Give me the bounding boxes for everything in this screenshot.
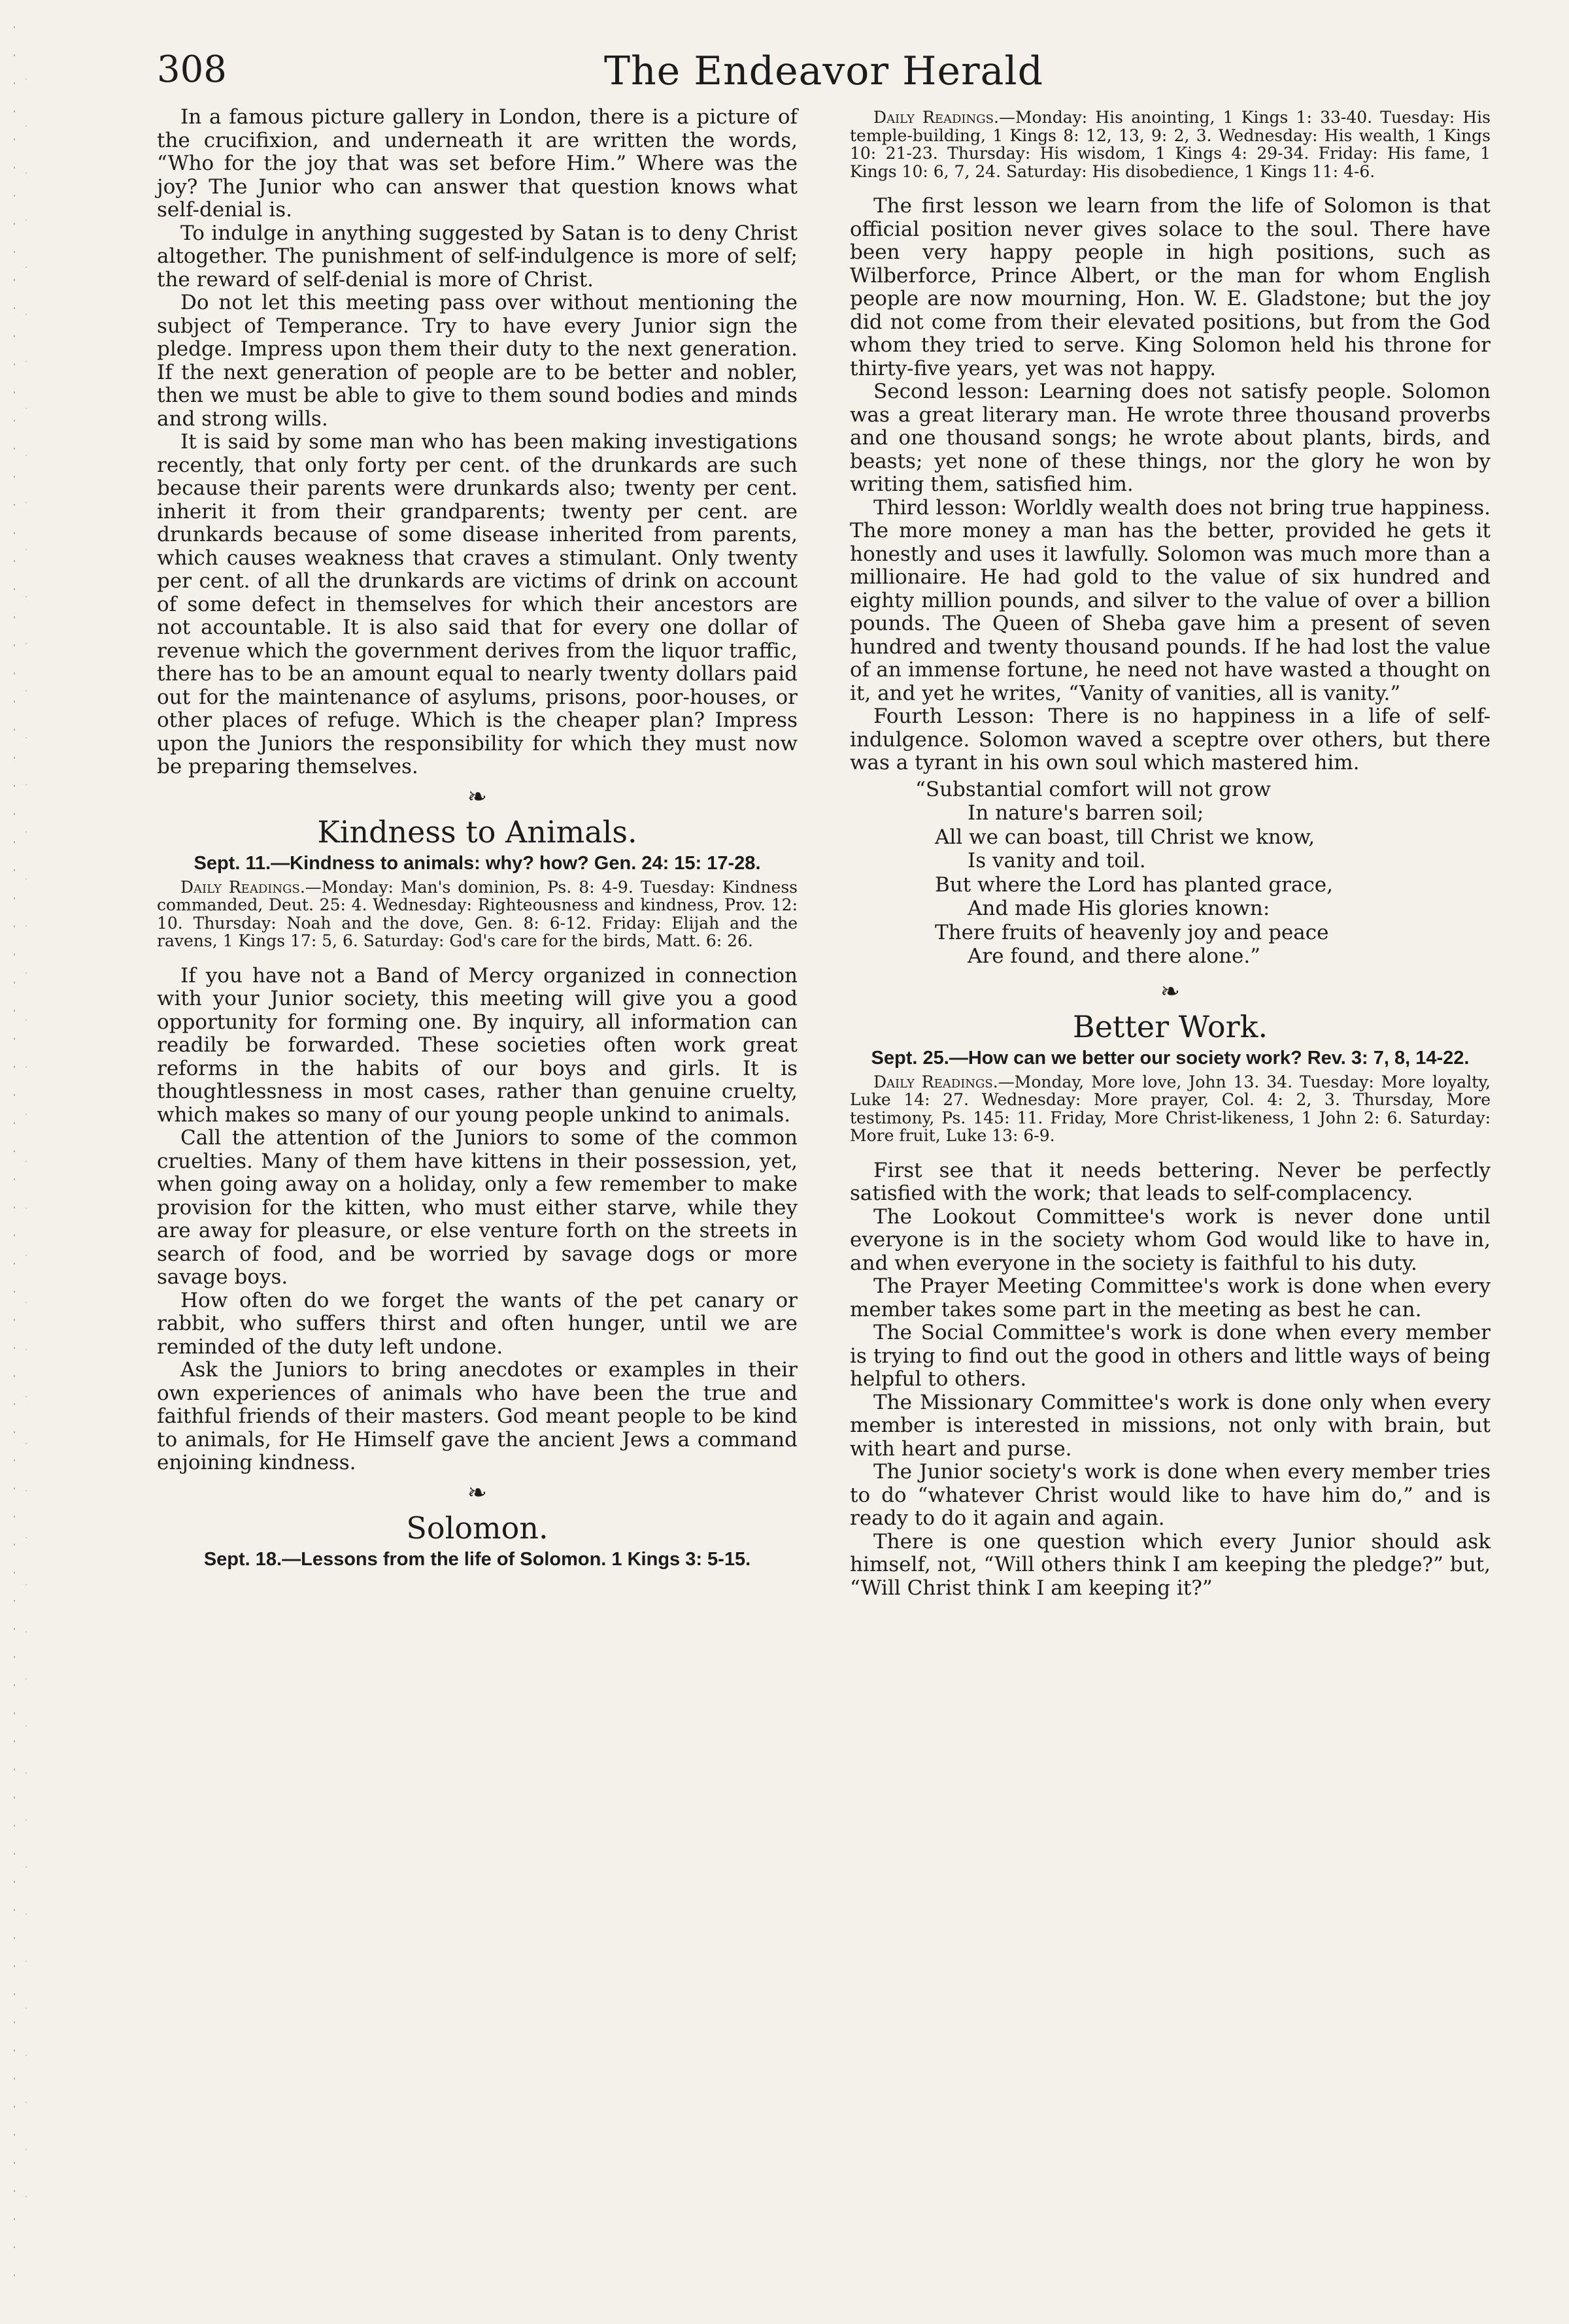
ornament-icon: ❧	[467, 1479, 488, 1506]
paragraph: The Junior society's work is done when every member tries to do “whatever Christ would like to have him do,” and is ready to do it again and again.	[850, 1460, 1491, 1530]
page-edge	[0, 0, 39, 2321]
poem-line: All we can boast, till Christ we know,	[935, 825, 1315, 849]
paragraph: The Social Committee's work is done when every member is trying to find out the good in others and little ways of being helpful to others.	[850, 1321, 1491, 1391]
daily-readings-solomon	[850, 108, 1491, 180]
ornament-icon: ❧	[467, 783, 488, 810]
paragraph: First see that it needs bettering. Never be perfectly satisfied with the work; that leads to self-complacency.	[850, 1158, 1491, 1205]
section-subtitle-better-work: Sept. 25.—How can we better our society work? Rev. 3: 7, 8, 14-22.	[871, 1047, 1470, 1069]
paragraph: It is said by some man who has been making investigations recently, that only forty per cent. of the drunkards are such because their parents were drunkards also; twenty per cent. inherit it from their grandparents; twenty per cent. are drunkards because of some disease inherited from parents, which causes weakness that craves a stimulant. Only twenty per cent. of all the drunkards are victims of drink on account of some defect in themselves for which their ancestors are not accountable. It is also said that for every one dollar of revenue which the government derives from the liquor traffic, there has to be an amount equal to nearly twenty dollars paid out for the maintenance of asylums, prisons, poor-houses, or other places of refuge. Which is the cheaper plan? Impress upon the Juniors the responsibility for which they must now be preparing themselves.	[157, 430, 798, 778]
left-column	[157, 106, 798, 1574]
paragraph: To indulge in anything suggested by Satan is to deny Christ altogether. The punishment of self-indulgence is more of self; the reward of self-denial is more of Christ.	[157, 221, 798, 291]
section-title-solomon: Solomon.	[406, 1510, 548, 1546]
daily-readings-better-work	[850, 1073, 1491, 1145]
paragraph: How often do we forget the wants of the pet canary or rabbit, who suffers thirst and often hunger, until we are reminded of the duty left undone.	[157, 1288, 798, 1359]
poem-line: And made His glories known:	[968, 897, 1270, 920]
poem-line: “Substantial comfort will not grow	[915, 777, 1271, 801]
daily-readings-kindness	[157, 878, 798, 950]
paragraph: The Missionary Committee's work is done only when every member is interested in missions, not only with brain, but with heart and purse.	[850, 1390, 1491, 1461]
paragraph: Ask the Juniors to bring anecdotes or examples in their own experiences of animals who have been the true and faithful friends of their masters. God meant people to be kind to animals, for He Himself gave the ancient Jews a command enjoining kindness.	[157, 1358, 798, 1474]
paragraph: In a famous picture gallery in London, there is a picture of the crucifixion, and underneath it are written the words, “Who for the joy that was set before Him.” Where was the joy? The Junior who can answer that question knows what self-denial is.	[157, 105, 798, 222]
poem	[850, 778, 1491, 969]
paragraph: There is one question which every Junior should ask himself, not, “Will others think I am keeping the pledge?” but, “Will Christ think I am keeping it?”	[850, 1529, 1491, 1600]
paragraph: The first lesson we learn from the life of Solomon is that official position never gives solace to the soul. There have been very happy people in high positions, such as Wilberforce, Prince Albert, or the man for whom English people are now mourning, Hon. W. E. Gladstone; but the joy did not come from their elevated positions, but from the God whom they tried to serve. King Solomon held his throne for thirty-five years, yet was not happy.	[850, 194, 1491, 380]
ornament-icon: ❧	[1160, 978, 1181, 1005]
paragraph: Do not let this meeting pass over without mentioning the subject of Temperance. Try to have every Junior sign the pledge. Impress upon them their duty to the next generation. If the next generation of people are to be better and nobler, then we must be able to give to them sound bodies and minds and strong wills.	[157, 291, 798, 431]
poem-line: In nature's barren soil;	[968, 801, 1204, 825]
paragraph: Third lesson: Worldly wealth does not bring true happiness. The more money a man has the better, provided he gets it honestly and uses it lawfully. Solomon was much more than a millionaire. He had gold to the value of six hundred and eighty million pounds, and silver to the value of over a billion pounds. The Queen of Sheba gave him a present of seven hundred and twenty thousand pounds. If he had lost the value of an immense fortune, he need not have wasted a thought on it, and yet he writes, “Vanity of vanities, all is vanity.”	[850, 495, 1491, 705]
daily-readings-label: Daily Readings.	[873, 108, 999, 127]
section-title-kindness: Kindness to Animals.	[317, 814, 637, 850]
paragraph: If you have not a Band of Mercy organized in connection with your Junior society, this meeting will give you a good opportunity for forming one. By inquiry, all information can readily be forwarded. These societies often work great reforms in the habits of our boys and girls. It is thoughtlessness in most cases, rather than genuine cruelty, which makes so many of our young people unkind to animals.	[157, 963, 798, 1127]
page-number: 308	[157, 48, 227, 91]
paragraph: Call the attention of the Juniors to some of the common cruelties. Many of them have kittens in their possession, yet, when going away on a holiday, only a few remember to make provision for the kitten, who must either starve, while they are away for pleasure, or else venture forth on the streets in search of food, and be worried by savage dogs or more savage boys.	[157, 1126, 798, 1289]
paragraph: Fourth Lesson: There is no happiness in a life of self-indulgence. Solomon waved a sceptre over others, but there was a tyrant in his own soul which mastered him.	[850, 705, 1491, 774]
poem-line: Is vanity and toil.	[968, 849, 1146, 872]
section-subtitle-solomon: Sept. 18.—Lessons from the life of Solomon. 1 Kings 3: 5-15.	[203, 1548, 751, 1570]
section-title-better-work: Better Work.	[1072, 1008, 1268, 1044]
daily-readings-label: Daily Readings.	[180, 877, 305, 897]
section-subtitle-kindness: Sept. 11.—Kindness to animals: why? how? Gen. 24: 15: 17-28.	[194, 852, 761, 874]
page-edge-marks	[0, 0, 39, 2321]
daily-readings-label: Daily Readings.	[873, 1072, 998, 1091]
daily-readings-text: —Monday: Man's dominion, Ps. 8: 4-9. Tuesday: Kindness commanded, Deut. 25: 4. Wednesday: Righteousness and kindness, Prov. 12: 10. Thursday: Noah and the dove, Gen. 8: 6-12. Friday: Elijah and the ravens, 1 Kings 17: 5, 6. Saturday: God's care for the birds, Matt. 6: 26.	[157, 877, 798, 950]
paragraph: The Prayer Meeting Committee's work is done when every member takes some part in the meeting as best he can.	[850, 1274, 1491, 1321]
poem-line: There fruits of heavenly joy and peace	[935, 920, 1329, 944]
poem-line: But where the Lord has planted grace,	[935, 872, 1333, 897]
poem-line: Are found, and there alone.”	[968, 944, 1261, 968]
paragraph: Second lesson: Learning does not satisfy people. Solomon was a great literary man. He wrote three thousand proverbs and one thousand songs; he wrote about plants, birds, and beasts; yet none of these things, nor the glory he won by writing them, satisfied him.	[850, 380, 1491, 496]
right-column	[850, 106, 1491, 1600]
daily-readings-text: —Monday: His anointing, 1 Kings 1: 33-40. Tuesday: His temple-building, 1 Kings 8: 12, 13, 9: 2, 3. Wednesday: His wealth, 1 Kings 10: 21-23. Thursday: His wisdom, 1 Kings 4: 29-34. Friday: His fame, 1 Kings 10: 6, 7, 24. Saturday: His disobedience, 1 Kings 11: 4-6.	[850, 108, 1491, 181]
publication-title: The Endeavor Herald	[603, 48, 1044, 94]
daily-readings-text: —Monday, More love, John 13. 34. Tuesday: More loyalty, Luke 14: 27. Wednesday: More prayer, Col. 4: 2, 3. Thursday, More testimony, Ps. 145: 11. Friday, More Christ-likeness, 1 John 2: 6. Saturday: More fruit, Luke 13: 6-9.	[850, 1072, 1491, 1145]
page-header	[157, 48, 1491, 107]
paragraph: The Lookout Committee's work is never done until everyone is in the society whom God would like to have in, and when everyone in the society is faithful to his duty.	[850, 1204, 1491, 1275]
